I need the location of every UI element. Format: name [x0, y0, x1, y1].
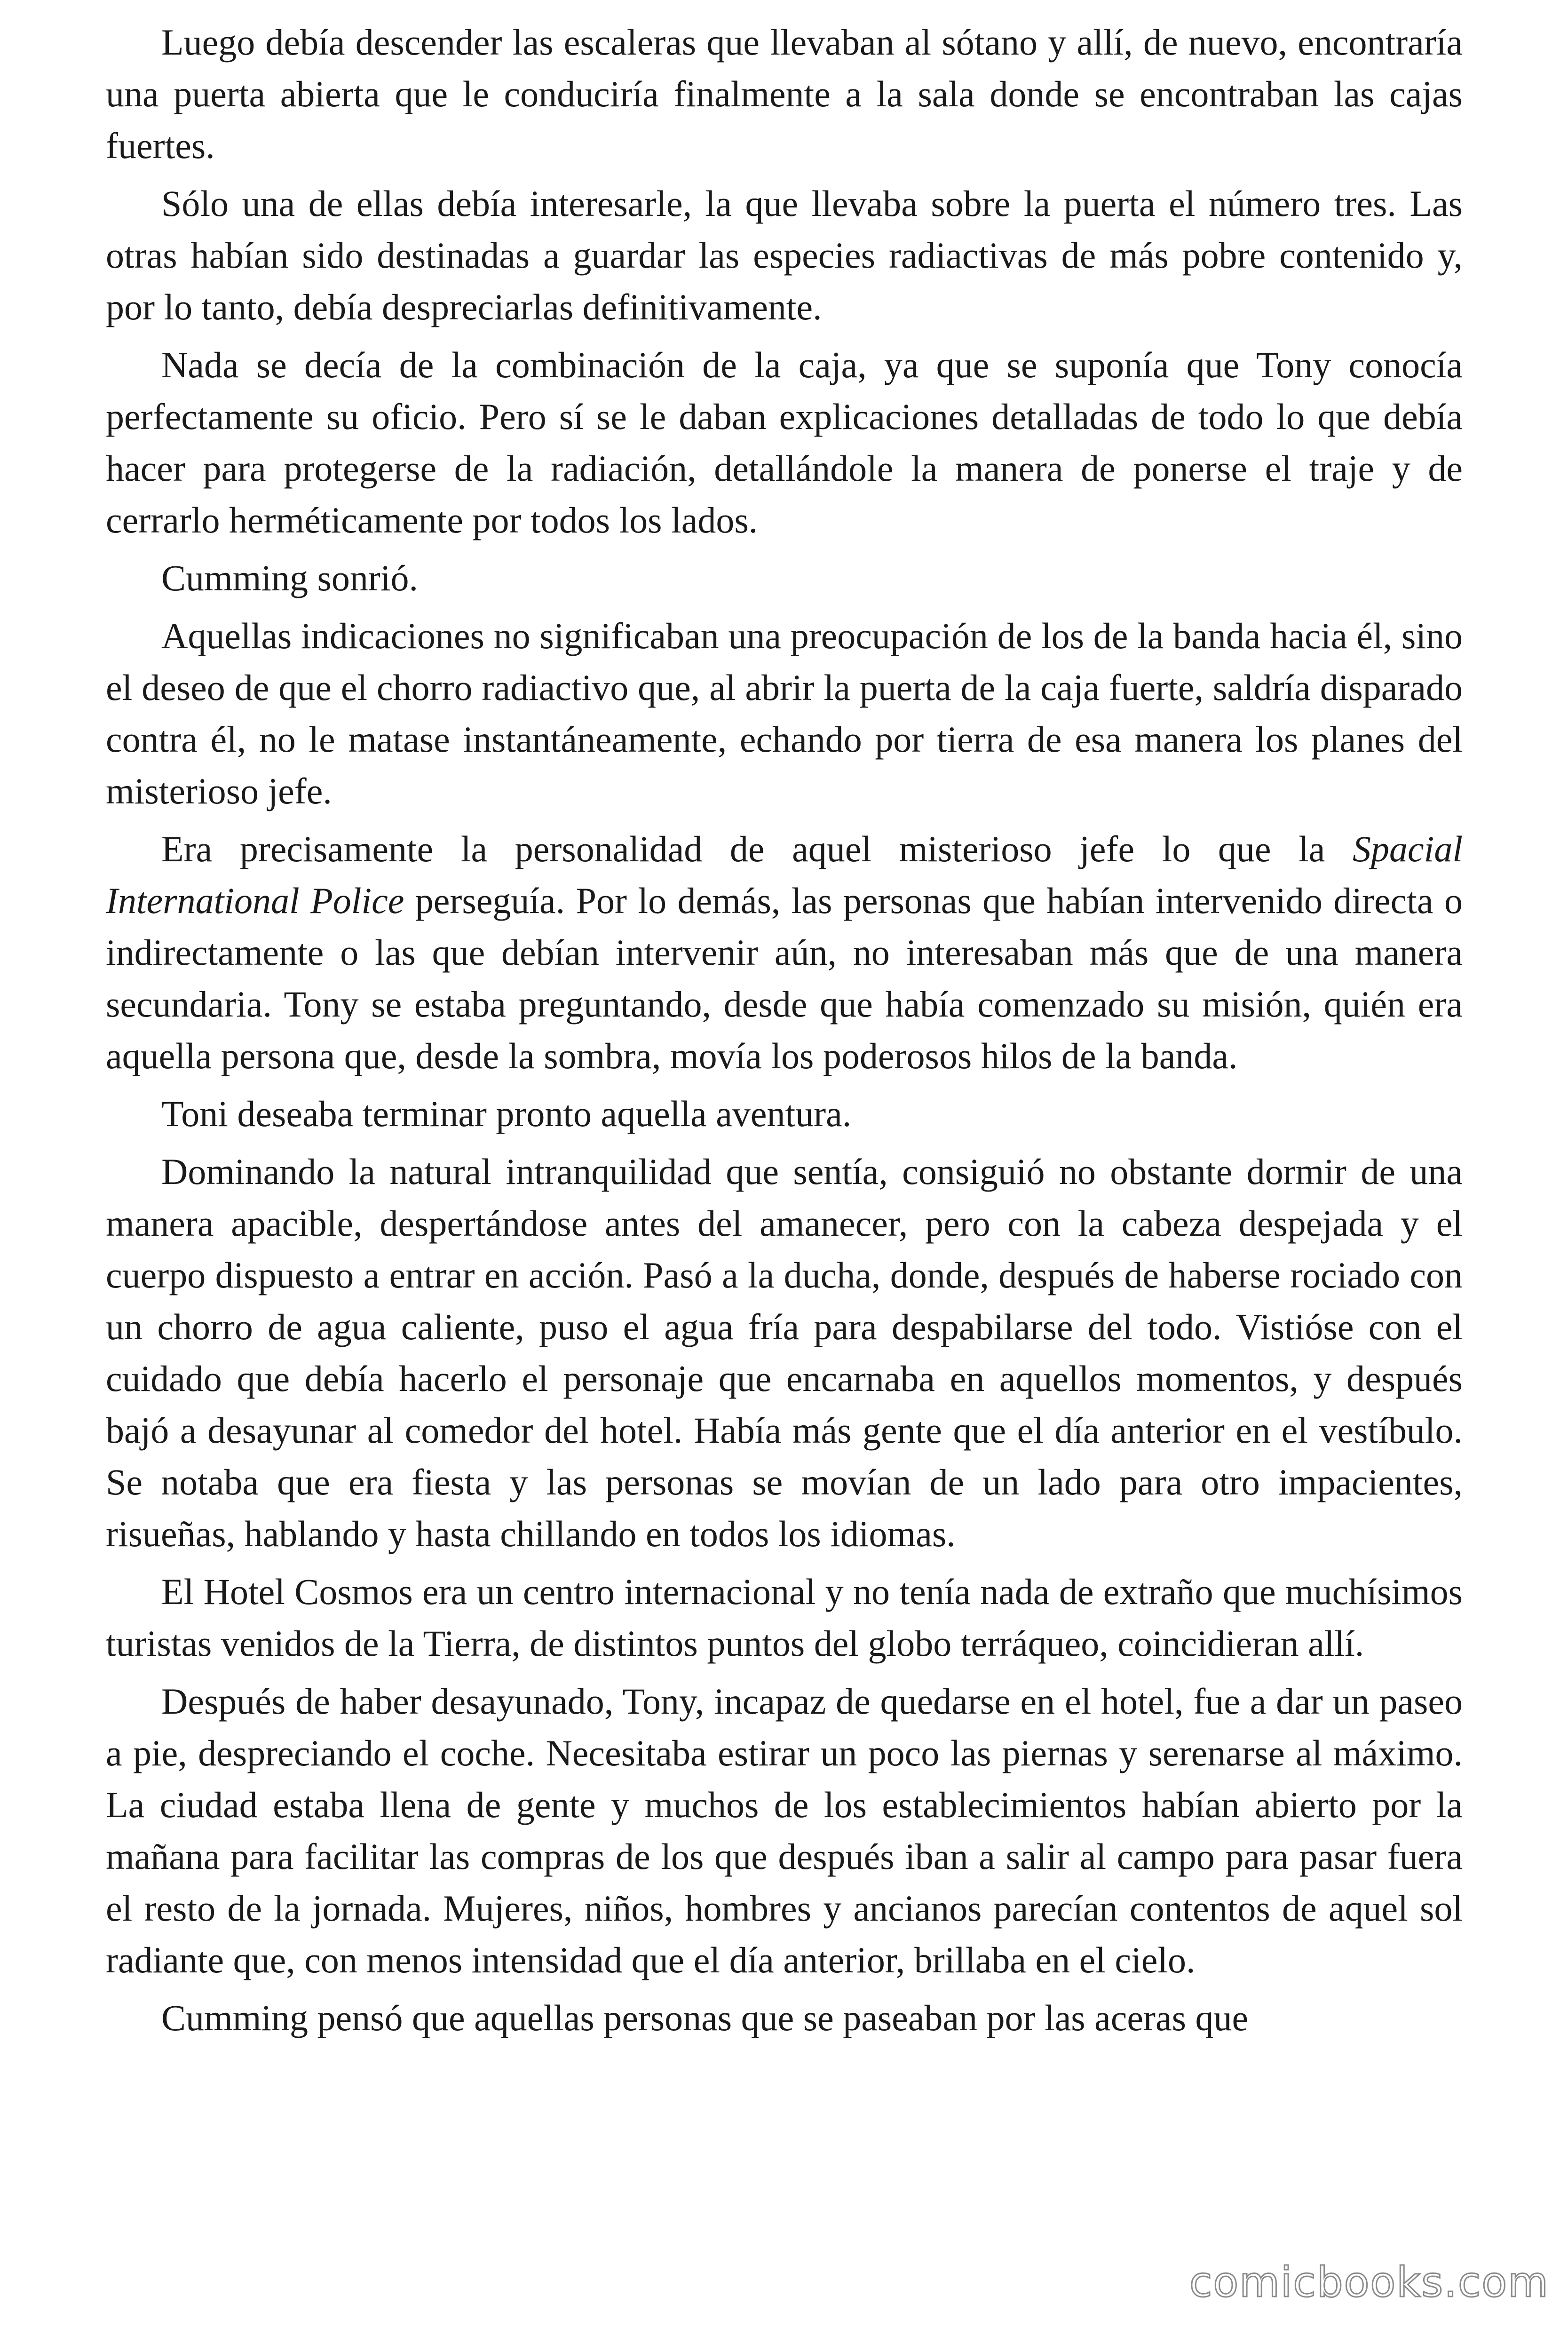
book-page [106, 16, 1463, 2050]
paragraph-text: perseguía. Por lo demás, las personas que habían intervenido directa o indirectamente o las que debían intervenir aún, no interesaban más que de una manera secundaria. Tony se estaba preguntando, desde que había comenzado su misión, quién era aquella persona que, desde la sombra, movía los poderosos hilos de la banda. [106, 880, 1463, 1076]
paragraph: Nada se decía de la combinación de la caja, ya que se suponía que Tony conocía perfectamente su oficio. Pero sí se le daban explicaciones detalladas de todo lo que debía hacer para protegerse de la radiación, detallándole la manera de ponerse el traje y de cerrarlo herméticamente por todos los lados. [106, 344, 1463, 540]
italic-organization-name: Spacial International Police [106, 828, 1463, 921]
paragraph-text: Era precisamente la personalidad de aquel misterioso jefe lo que la [161, 828, 1353, 869]
paragraph: Cumming pensó que aquellas personas que se paseaban por las aceras que [161, 1997, 1249, 2038]
paragraph: Aquellas indicaciones no significaban una preocupación de los de la banda hacia él, sino el deseo de que el chorro radiactivo que, al abrir la puerta de la caja fuerte, saldría disparado contra él, no le matase instantáneamente, echando por tierra de esa manera los planes del misterioso jefe. [106, 615, 1463, 811]
paragraph: Sólo una de ellas debía interesarle, la que llevaba sobre la puerta el número tres. Las otras habían sido destinadas a guardar las especies radiactivas de más pobre contenido y, por lo tanto, debía despreciarlas definitivamente. [106, 183, 1463, 327]
paragraph: El Hotel Cosmos era un centro internacional y no tenía nada de extraño que muchísimos turistas venidos de la Tierra, de distintos puntos del globo terráqueo, coincidieran allí. [106, 1571, 1463, 1664]
paragraph [106, 823, 1463, 1082]
paragraph: Luego debía descender las escaleras que llevaban al sótano y allí, de nuevo, encontraría una puerta abierta que le conduciría finalmente a la sala donde se encontraban las cajas fuertes. [106, 22, 1463, 166]
paragraph: Cumming sonrió. [161, 557, 419, 598]
watermark: comicbooks.com [1189, 2258, 1549, 2306]
paragraph: Dominando la natural intranquilidad que sentía, consiguió no obstante dormir de una manera apacible, despertándose antes del amanecer, pero con la cabeza despejada y el cuerpo dispuesto a entrar en acción. Pasó a la ducha, donde, después de haberse rociado con un chorro de agua caliente, puso el agua fría para despabilarse del todo. Vistióse con el cuidado que debía hacerlo el personaje que encarnaba en aquellos momentos, y después bajó a desayunar al comedor del hotel. Había más gente que el día anterior en el vestíbulo. Se notaba que era fiesta y las personas se movían de un lado para otro impacientes, risueñas, hablando y hasta chillando en todos los idiomas. [106, 1151, 1463, 1554]
paragraph: Toni deseaba terminar pronto aquella aventura. [161, 1093, 852, 1134]
paragraph: Después de haber desayunado, Tony, incapaz de quedarse en el hotel, fue a dar un paseo a pie, despreciando el coche. Necesitaba estirar un poco las piernas y serenarse al máximo. La ciudad estaba llena de gente y muchos de los establecimientos habían abierto por la mañana para facilitar las compras de los que después iban a salir al campo para pasar fuera el resto de la jornada. Mujeres, niños, hombres y ancianos parecían contentos de aquel sol radiante que, con menos intensidad que el día anterior, brillaba en el cielo. [106, 1681, 1463, 1980]
